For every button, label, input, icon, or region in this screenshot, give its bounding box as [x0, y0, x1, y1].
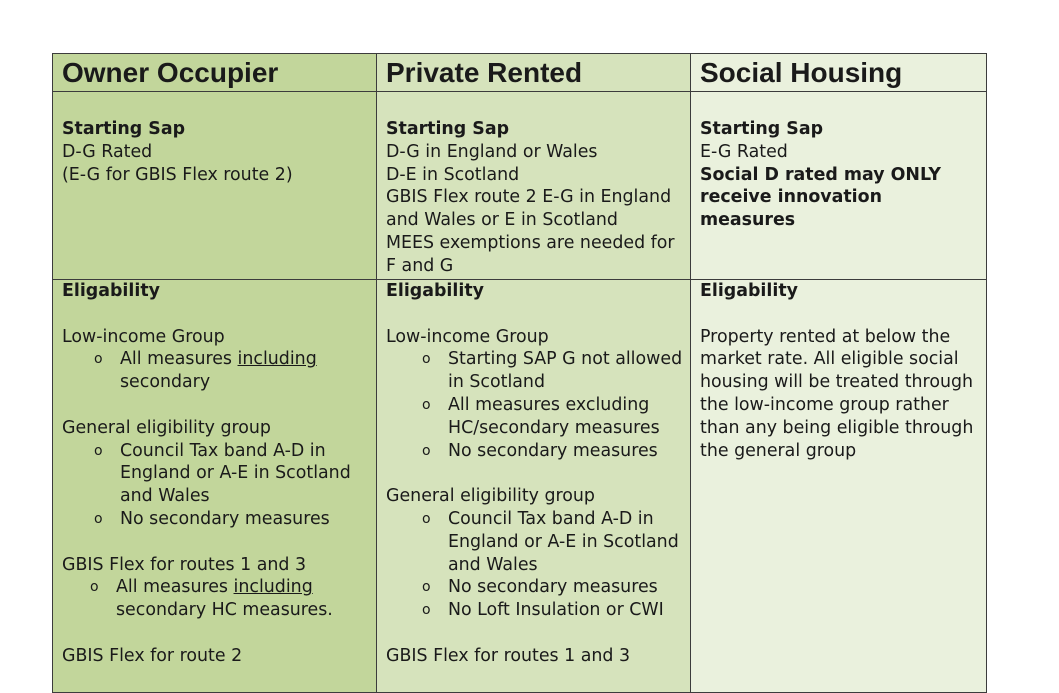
sap-line: E-G Rated: [700, 141, 788, 162]
column-header: Owner Occupier: [53, 54, 376, 92]
bullet-icon: o: [90, 579, 99, 596]
bullet-icon: o: [422, 602, 431, 619]
list-item: o No Loft Insulation or CWI: [386, 599, 684, 622]
sap-line: D-G in England or Wales: [386, 141, 598, 162]
section-title: Eligability: [700, 281, 798, 301]
list-item: o No secondary measures: [386, 576, 684, 599]
section-title: Starting Sap: [62, 119, 186, 139]
eligibility-text: Property rented at below the market rate. All eligible social housing will be treated through the low-income group rather than any being eligible through the general group: [700, 326, 974, 461]
group-heading: Low-income Group: [62, 326, 225, 347]
section-title: Eligability: [62, 281, 160, 301]
list-item: o All measures including secondary: [62, 348, 370, 394]
starting-sap-cell: [62, 118, 370, 186]
list-item: o No secondary measures: [62, 508, 370, 531]
section-title: Eligability: [386, 281, 484, 301]
social-housing-column: [690, 54, 986, 692]
row-divider: [53, 279, 986, 280]
bullet-icon: o: [422, 351, 431, 368]
group-heading: GBIS Flex for routes 1 and 3: [62, 554, 307, 575]
list-item: o No secondary measures: [386, 440, 684, 463]
group-heading: General eligibility group: [386, 486, 595, 507]
list-item: o Starting SAP G not allowed in Scotland: [386, 348, 684, 394]
bullet-icon: o: [94, 510, 103, 527]
eligibility-cell: [700, 280, 980, 462]
bullet-icon: o: [422, 579, 431, 596]
section-title: Starting Sap: [386, 119, 510, 139]
housing-eligibility-table: [52, 53, 987, 693]
group-heading: General eligibility group: [62, 417, 271, 438]
private-rented-column: [376, 54, 690, 692]
list-item: o All measures including secondary HC measures.: [62, 576, 370, 622]
sap-line: MEES exemptions are needed for F and G: [386, 232, 675, 276]
bullet-icon: o: [422, 442, 431, 459]
group-heading: GBIS Flex for route 2: [62, 645, 243, 666]
starting-sap-cell: [386, 118, 684, 278]
group-heading: GBIS Flex for routes 1 and 3: [386, 645, 631, 666]
column-header: Social Housing: [691, 54, 986, 92]
eligibility-cell: [62, 280, 370, 668]
sap-line: GBIS Flex route 2 E-G in England and Wales or E in Scotland: [386, 187, 672, 231]
group-heading: Low-income Group: [386, 326, 549, 347]
bullet-icon: o: [422, 510, 431, 527]
owner-occupier-column: [53, 54, 376, 692]
starting-sap-cell: [700, 118, 980, 232]
sap-line: (E-G for GBIS Flex route 2): [62, 164, 293, 185]
list-item: o Council Tax band A-D in England or A-E in Scotland and Wales: [386, 508, 684, 576]
bullet-icon: o: [422, 396, 431, 413]
eligibility-cell: [386, 280, 684, 668]
section-title: Starting Sap: [700, 119, 824, 139]
sap-line: D-E in Scotland: [386, 164, 520, 185]
bullet-icon: o: [94, 442, 103, 459]
list-item: o All measures excluding HC/secondary measures: [386, 394, 684, 440]
sap-line: D-G Rated: [62, 141, 153, 162]
sap-note: Social D rated may ONLY receive innovation measures: [700, 164, 941, 231]
list-item: o Council Tax band A-D in England or A-E in Scotland and Wales: [62, 440, 370, 508]
bullet-icon: o: [94, 351, 103, 368]
column-header: Private Rented: [377, 54, 690, 92]
